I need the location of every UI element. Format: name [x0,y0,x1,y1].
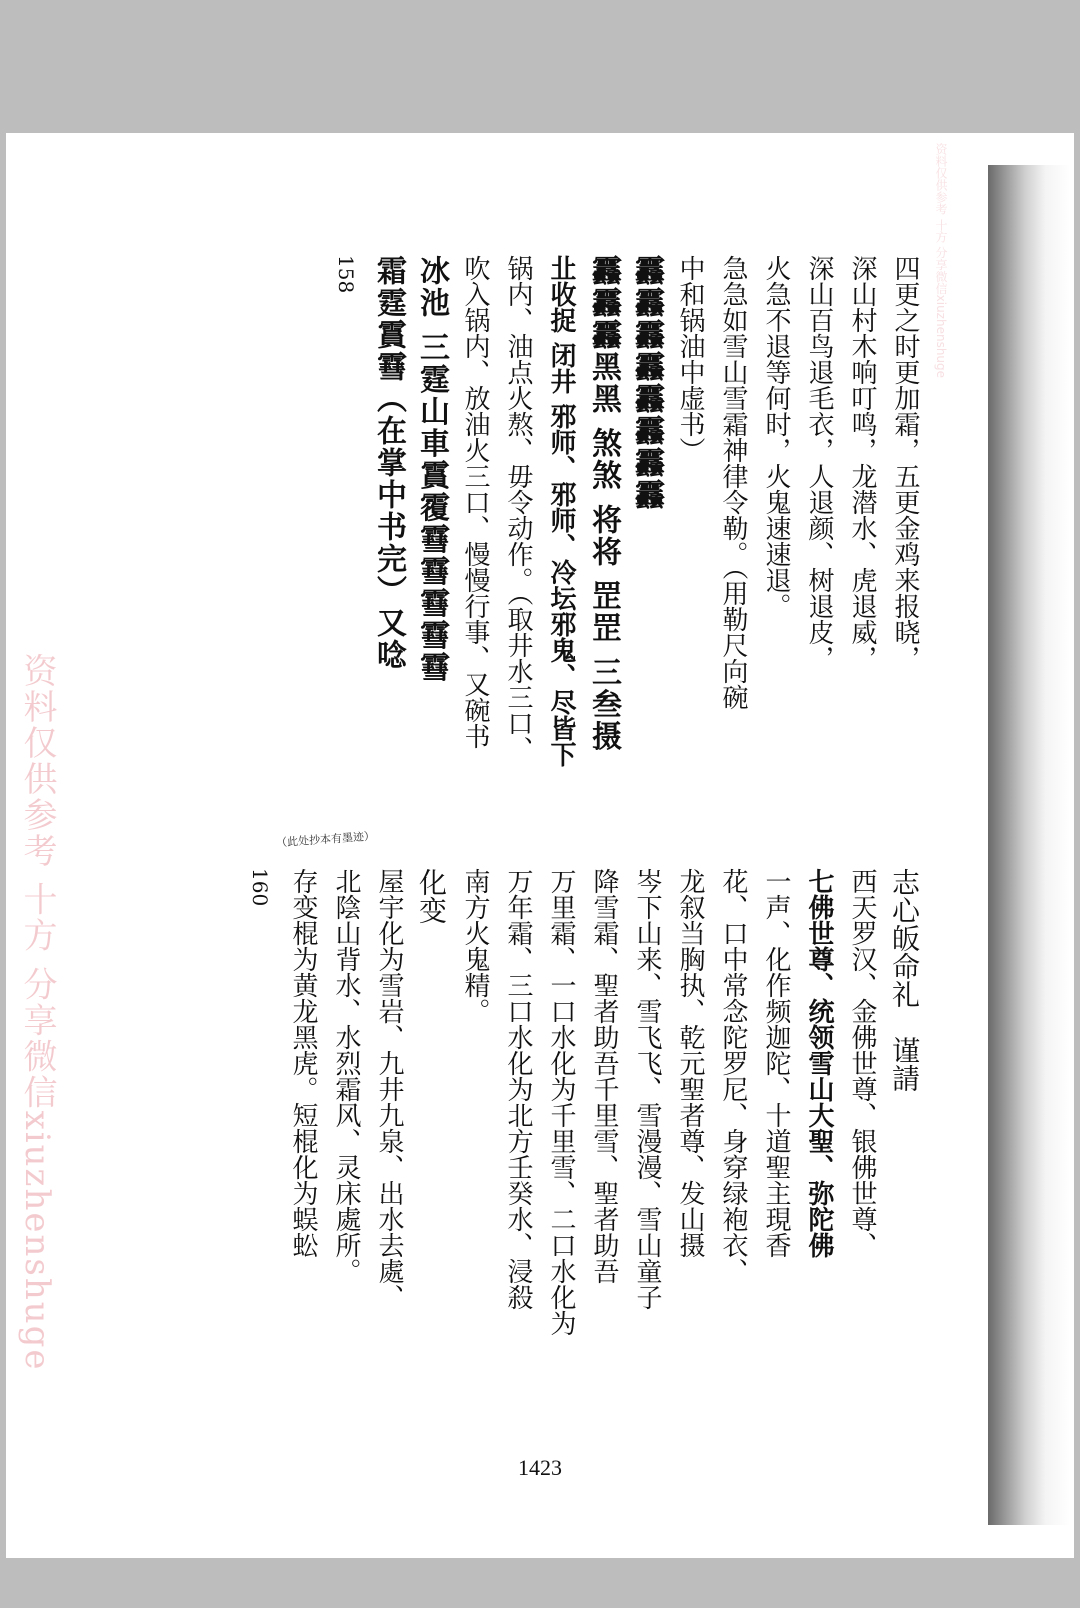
upper-margin-note: 158 [334,255,358,294]
upper-line-6: 中和锅油中虚书） [675,255,705,463]
lower-text-block [238,868,926,1548]
upper-line-10: 锅内、油点火熬、毋令动作。（取井水三口、 [503,255,533,762]
watermark-left: 资料仅供参考 十方 分享微信xiuzhenshuge [17,653,57,1372]
charm-line-3: 冰池 三霆山車霣䨱䨮䨮䨮䨮䨮 [414,255,449,684]
lower-line-14: 存变棍为黄龙黑虎。短棍化为蜈蚣 [288,868,318,1258]
upper-line-11: 吹入锅内、放油火三口、慢慢行事、又碗书 [460,255,490,749]
lower-line-6: 岑下山来、雪飞飞、雪漫漫、雪山童子 [632,868,662,1310]
upper-line-1: 四更之时更加霜，五更金鸡来报晓， [890,255,920,671]
upper-line-2: 深山村木响叮鸣，龙潜水、虎退威， [847,255,877,671]
lower-line-7: 降雪霜、聖者助吾千里雪、聖者助吾 [589,868,619,1284]
lower-line-13: 北陰山背水、水烈霜风、灵床處所。 [331,868,361,1284]
lower-line-2: 七佛世尊、统领雪山大聖、弥陀佛 [804,868,834,1258]
lower-line-1: 西天罗汉、金佛世尊、银佛世尊、 [847,868,877,1258]
ink-scribble: （此处抄本有墨迹） [275,829,376,850]
upper-line-3: 深山百鸟退毛衣，人退颜、树退皮， [804,255,834,671]
page-number: 1423 [518,1455,562,1480]
watermark-right: 资料仅供参考 十方 分享微信xiuzhenshuge [934,143,948,379]
invite-text: 谨請 [888,1036,921,1092]
upper-line-4: 火急不退等何时，火鬼速速退。 [761,255,791,619]
lower-line-10: 南方火鬼精。 [460,868,490,1024]
upper-text-block [324,255,926,955]
book-binding-shadow [988,165,1070,1525]
charm-line-4: 霜霆霣䨮（在掌中书完）又唸 [371,255,406,671]
lower-line-5: 龙叙当胸执、乾元聖者尊、发山摄 [675,868,705,1258]
lower-line-4: 花、口中常念陀罗尼、身穿绿袍衣、 [718,868,748,1284]
lower-line-8: 万里霜、一口水化为千里雪、二口水化为 [546,868,576,1336]
charm-line-1: 䨺䨺䨺䨺䨺䨺䨺䨺 [629,255,664,511]
lower-line-3: 一声、化作频迦陀、十道聖主現香 [761,868,791,1258]
scanned-page [6,133,1074,1558]
title-text: 志心皈命礼 [888,868,921,1008]
upper-line-5: 急急如雪山雪霜神律令勒。（用勒尺向碗 [718,255,748,710]
lower-line-9: 万年霜、三口水化为北方壬癸水、浸殺 [503,868,533,1310]
subsection-title: 化变 [415,868,448,924]
upper-line-9: 㐀收捉 闭井 邪师、邪师、冷坛邪鬼、尽皆下 [546,255,576,768]
lower-margin-note: 160 [248,868,272,907]
lower-line-12: 屋宇化为雪岩、九井九泉、出水去處、 [374,868,404,1310]
charm-line-2: 䨺䨺䨺黑黑 煞煞 将将 罡罡 三叁摄 [586,255,621,753]
section-title [883,868,926,1548]
